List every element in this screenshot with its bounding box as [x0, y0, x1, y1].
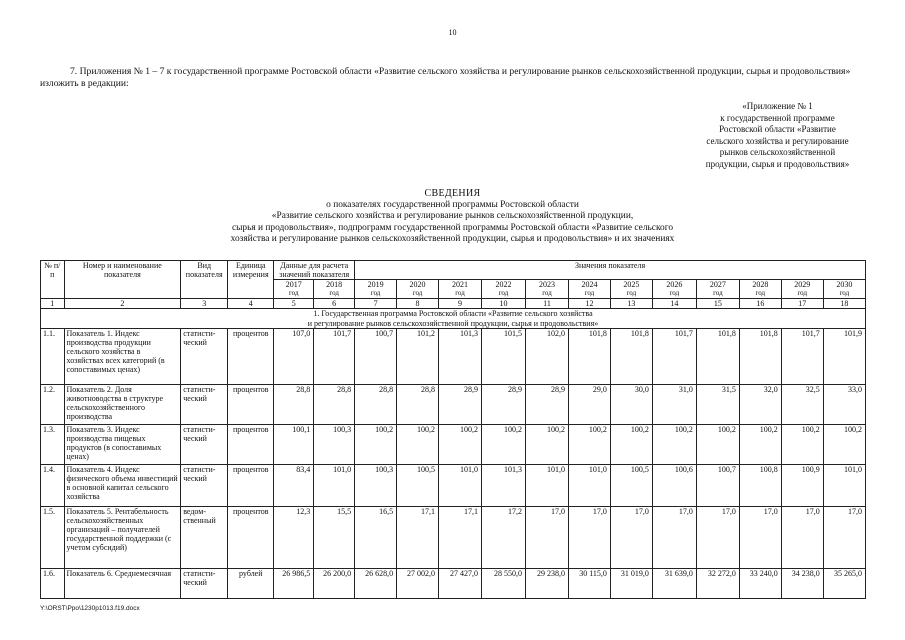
year-word: год: [498, 289, 509, 298]
indicator-value: 100,2: [610, 424, 652, 464]
indicator-value: 28,8: [274, 384, 314, 424]
year-word: год: [542, 289, 552, 298]
column-number: 8: [397, 299, 439, 309]
appendix-line: Ростовской области «Развитие: [719, 124, 836, 134]
section-line: и регулирование рынков сельскохозяйственной продукции, сырья и продовольствия»: [307, 318, 599, 328]
indicator-value: 100,3: [355, 464, 397, 506]
indicator-value: 101,8: [696, 328, 739, 384]
indicator-value: 101,0: [526, 464, 569, 506]
indicator-unit: процентов: [228, 328, 274, 384]
column-number: 13: [610, 299, 652, 309]
header-values: Значения показателя: [355, 261, 866, 280]
heading-line: «Развитие сельского хозяйства и регулирование рынков сельскохозяйственной продукции,: [271, 211, 634, 222]
indicator-value: 100,6: [652, 464, 696, 506]
indicator-value: 27 427,0: [439, 568, 482, 598]
indicator-value: 101,0: [823, 464, 865, 506]
year-word: год: [412, 289, 423, 298]
year-word: год: [713, 289, 723, 298]
indicator-value: 17,0: [610, 506, 652, 568]
indicator-unit: процентов: [228, 464, 274, 506]
column-number: 9: [439, 299, 482, 309]
indicator-value: 100,2: [355, 424, 397, 464]
indicator-value: 107,0: [274, 328, 314, 384]
indicator-value: 29 238,0: [526, 568, 569, 598]
year-header-2024: [568, 280, 610, 299]
indicator-value: 17,0: [781, 506, 823, 568]
column-number: 6: [314, 299, 355, 309]
year-word: год: [839, 289, 850, 298]
indicator-value: 17,0: [526, 506, 569, 568]
indicator-value: 100,9: [781, 464, 823, 506]
year-value: 2017: [285, 280, 302, 290]
indicator-value: 26 628,0: [355, 568, 397, 598]
column-number-row: [41, 299, 866, 309]
indicator-value: 100,7: [696, 464, 739, 506]
indicator-value: 101,3: [439, 328, 482, 384]
indicator-value: 28 550,0: [482, 568, 526, 598]
indicator-value: 101,7: [314, 328, 355, 384]
year-header-2018: [314, 280, 355, 299]
year-value: 2024: [581, 280, 598, 290]
year-word: год: [626, 289, 637, 298]
appendix-note: [690, 101, 865, 170]
indicator-value: 102,0: [526, 328, 569, 384]
indicator-value: 101,7: [652, 328, 696, 384]
indicator-value: 100,7: [355, 328, 397, 384]
indicator-value: 17,0: [739, 506, 781, 568]
document-heading: [0, 188, 905, 246]
indicator-value: 100,2: [482, 424, 526, 464]
page-number: 10: [448, 28, 457, 37]
column-number: 18: [823, 299, 865, 309]
indicator-name: Показатель 5. Рентабельность сельскохозяйственных организаций – получателей государственной поддержки (с учетом субсидий): [64, 506, 181, 568]
indicator-value: 34 238,0: [781, 568, 823, 598]
year-header-2030: [823, 280, 865, 299]
year-word: год: [370, 289, 381, 298]
indicator-value: 28,9: [439, 384, 482, 424]
header-type: Вид показателя: [181, 261, 228, 299]
year-word: год: [329, 289, 339, 298]
column-number: 15: [696, 299, 739, 309]
indicator-value: 28,9: [526, 384, 569, 424]
indicator-value: 17,0: [568, 506, 610, 568]
indicator-value: 26 200,0: [314, 568, 355, 598]
header-name: Номер и наименование показателя: [64, 261, 181, 299]
column-number: 14: [652, 299, 696, 309]
indicator-value: 28,8: [397, 384, 439, 424]
indicator-value: 33 240,0: [739, 568, 781, 598]
appendix-line: сельского хозяйства и регулирование: [706, 135, 849, 146]
indicator-value: 101,7: [781, 328, 823, 384]
indicator-value: 100,2: [781, 424, 823, 464]
row-number: 1.3.: [41, 424, 65, 464]
row-number: 1.4.: [41, 464, 65, 506]
indicator-unit: процентов: [228, 506, 274, 568]
indicator-value: 32 272,0: [696, 568, 739, 598]
indicator-value: 100,2: [397, 424, 439, 464]
year-value: 2029: [794, 280, 811, 290]
column-number: 12: [568, 299, 610, 309]
year-value: 2020: [409, 280, 426, 290]
indicator-value: 100,2: [526, 424, 569, 464]
indicator-value: 28,8: [314, 384, 355, 424]
indicator-value: 27 002,0: [397, 568, 439, 598]
indicator-value: 83,4: [274, 464, 314, 506]
year-word: год: [584, 289, 595, 298]
year-header-2017: [274, 280, 314, 299]
section-title: [41, 309, 866, 328]
indicator-value: 101,0: [439, 464, 482, 506]
indicator-value: 26 986,5: [274, 568, 314, 598]
table-row: [41, 464, 866, 506]
indicator-value: 28,8: [355, 384, 397, 424]
column-number: 3: [181, 299, 228, 309]
table-row: [41, 424, 866, 464]
indicator-name: Показатель 1. Индекс производства продукции сельского хозяйства в хозяйствах всех категорий (в сопоставимых ценах): [64, 328, 181, 384]
indicator-value: 100,2: [739, 424, 781, 464]
indicator-name: Показатель 3. Индекс производства пищевых продуктов (в сопоставимых ценах): [64, 424, 181, 464]
indicator-type: статисти-ческий: [181, 328, 228, 384]
heading-line: сырья и продовольствия», подпрограмм государственной программы Ростовской области «Развитие сельского: [231, 222, 674, 233]
year-word: год: [669, 289, 680, 298]
year-header-2027: [696, 280, 739, 299]
year-header-2020: [397, 280, 439, 299]
year-header-2029: [781, 280, 823, 299]
indicator-value: 101,8: [739, 328, 781, 384]
indicator-value: 100,2: [696, 424, 739, 464]
indicator-name: Показатель 4. Индекс физического объема инвестиций в основной капитал сельского хозяйства: [64, 464, 181, 506]
year-value: 2019: [367, 280, 384, 290]
indicator-value: 31 639,0: [652, 568, 696, 598]
heading-line: о показателях государственной программы Ростовской области: [326, 200, 579, 210]
indicator-value: 17,0: [823, 506, 865, 568]
heading-title: СВЕДЕНИЯ: [424, 188, 481, 199]
column-number: 16: [739, 299, 781, 309]
indicator-value: 101,2: [397, 328, 439, 384]
file-path-footer: Y:\ORST\Ppo\1230p1013.f19.docx: [40, 605, 140, 612]
indicator-value: 32,5: [781, 384, 823, 424]
indicator-name: Показатель 6. Среднемесячная: [64, 568, 181, 598]
indicator-value: 100,5: [397, 464, 439, 506]
column-number: 17: [781, 299, 823, 309]
appendix-line: «Приложение № 1: [742, 101, 813, 111]
indicator-value: 35 265,0: [823, 568, 865, 598]
year-value: 2022: [495, 280, 512, 290]
appendix-line: продукции, сырья и продовольствия»: [705, 158, 850, 169]
indicator-type: статисти-ческий: [181, 424, 228, 464]
table-row: [41, 506, 866, 568]
indicator-value: 17,0: [696, 506, 739, 568]
indicators-table: [40, 260, 866, 599]
row-number: 1.5.: [41, 506, 65, 568]
indicator-value: 100,2: [439, 424, 482, 464]
indicator-type: ведом-ственный: [181, 506, 228, 568]
header-base-data: Данные для расчета значений показателя: [274, 261, 355, 280]
indicator-value: 17,1: [397, 506, 439, 568]
indicator-value: 101,9: [823, 328, 865, 384]
indicator-value: 101,5: [482, 328, 526, 384]
indicator-name: Показатель 2. Доля животноводства в структуре сельскохозяйственного производства: [64, 384, 181, 424]
indicator-type: статисти-ческий: [181, 384, 228, 424]
column-number: 10: [482, 299, 526, 309]
indicator-value: 100,5: [610, 464, 652, 506]
indicator-value: 17,1: [439, 506, 482, 568]
indicator-value: 100,1: [274, 424, 314, 464]
indicator-value: 30 115,0: [568, 568, 610, 598]
table-row: [41, 384, 866, 424]
indicator-value: 30,0: [610, 384, 652, 424]
indicator-value: 101,0: [568, 464, 610, 506]
indicator-value: 31,5: [696, 384, 739, 424]
header-unit: Единица измерения: [228, 261, 274, 299]
indicator-value: 29,0: [568, 384, 610, 424]
indicator-value: 17,2: [482, 506, 526, 568]
indicator-unit: рублей: [228, 568, 274, 598]
year-header-2019: [355, 280, 397, 299]
section-row: [41, 309, 866, 328]
indicator-type: статисти-ческий: [181, 464, 228, 506]
indicator-value: 100,2: [652, 424, 696, 464]
year-header-2028: [739, 280, 781, 299]
column-number: 5: [274, 299, 314, 309]
year-word: год: [455, 289, 465, 298]
column-number: 2: [64, 299, 181, 309]
year-value: 2028: [752, 280, 769, 290]
indicator-value: 101,8: [568, 328, 610, 384]
year-word: год: [755, 289, 766, 298]
indicator-value: 101,0: [314, 464, 355, 506]
indicator-value: 12,3: [274, 506, 314, 568]
indicator-value: 100,3: [314, 424, 355, 464]
indicator-value: 100,8: [739, 464, 781, 506]
appendix-line: рынков сельскохозяйственной: [719, 147, 836, 157]
indicator-value: 100,2: [568, 424, 610, 464]
year-value: 2018: [326, 280, 343, 290]
column-number: 7: [355, 299, 397, 309]
appendix-line: к государственной программе: [720, 112, 835, 123]
indicator-value: 33,0: [823, 384, 865, 424]
indicator-value: 32,0: [739, 384, 781, 424]
indicator-type: статисти-ческий: [181, 568, 228, 598]
year-value: 2025: [623, 280, 640, 290]
year-header-2021: [439, 280, 482, 299]
year-word: год: [288, 289, 299, 298]
year-value: 2027: [709, 280, 726, 290]
header-num: № п/п: [41, 261, 65, 299]
indicator-unit: процентов: [228, 384, 274, 424]
row-number: 1.6.: [41, 568, 65, 598]
year-value: 2030: [836, 280, 853, 290]
column-number: 4: [228, 299, 274, 309]
indicator-value: 16,5: [355, 506, 397, 568]
year-value: 2026: [666, 280, 683, 290]
indicator-value: 31 019,0: [610, 568, 652, 598]
row-number: 1.1.: [41, 328, 65, 384]
year-header-2022: [482, 280, 526, 299]
year-header-2025: [610, 280, 652, 299]
year-word: год: [797, 289, 808, 298]
column-number: 1: [41, 299, 65, 309]
indicator-unit: процентов: [228, 424, 274, 464]
column-number: 11: [526, 299, 569, 309]
year-header-2026: [652, 280, 696, 299]
section-line: 1. Государственная программа Ростовской области «Развитие сельского хозяйства: [313, 309, 593, 319]
indicator-value: 101,3: [482, 464, 526, 506]
indicator-value: 15,5: [314, 506, 355, 568]
indicator-value: 100,2: [823, 424, 865, 464]
heading-line: хозяйства и регулирование рынков сельскохозяйственной продукции, сырья и продовольствия» и их значениях: [230, 234, 675, 245]
indicator-value: 17,0: [652, 506, 696, 568]
table-row: [41, 568, 866, 598]
intro-paragraph: 7. Приложения № 1 – 7 к государственной программе Ростовской области «Развитие сельского хозяйства и регулирование рынков сельскохозяйственной продукции, сырья и продовольствия» изложить в редакции:: [40, 66, 851, 89]
row-number: 1.2.: [41, 384, 65, 424]
year-value: 2021: [452, 280, 469, 290]
year-header-2023: [526, 280, 569, 299]
indicator-value: 101,8: [610, 328, 652, 384]
indicator-value: 28,9: [482, 384, 526, 424]
year-value: 2023: [538, 280, 555, 290]
table-body: [41, 299, 866, 598]
indicator-value: 31,0: [652, 384, 696, 424]
table-row: [41, 328, 866, 384]
